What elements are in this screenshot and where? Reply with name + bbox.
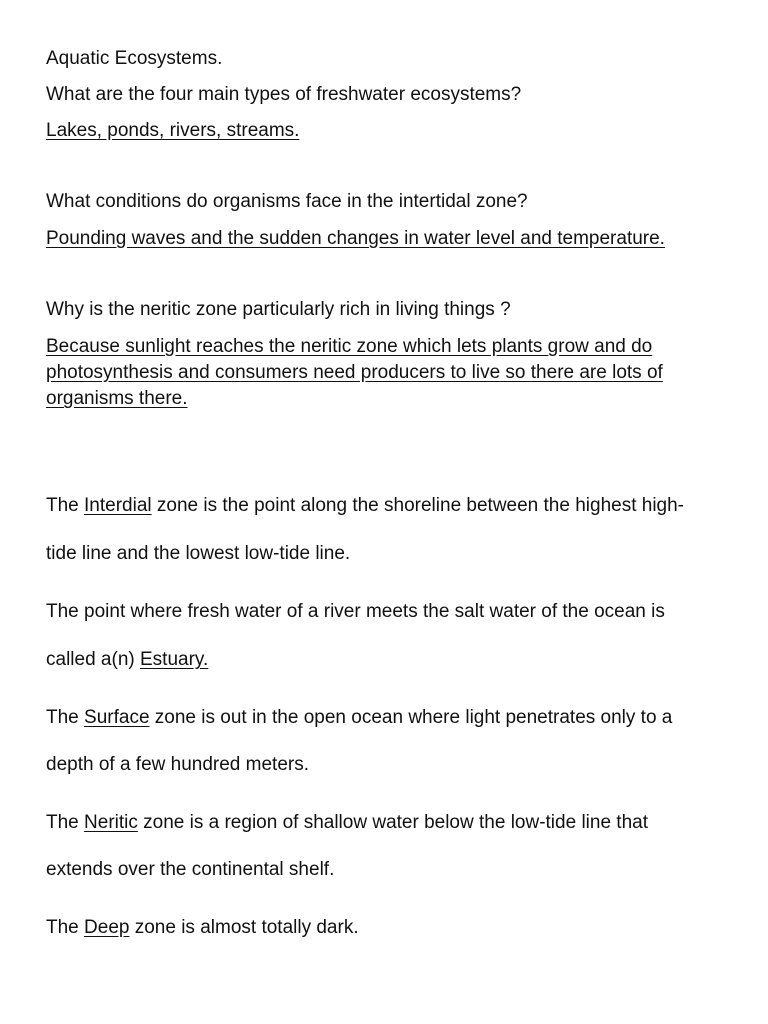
fill-in-interdial: Interdial bbox=[84, 495, 152, 516]
fill-in-deep: Deep bbox=[84, 917, 130, 938]
answer-3-line-2: photosynthesis and consumers need producers to live so there are lots of bbox=[46, 362, 663, 383]
statement-1-line-2: tide line and the lowest low-tide line. bbox=[46, 543, 351, 564]
statement-3-post: zone is out in the open ocean where light penetrates only to a bbox=[149, 707, 673, 728]
statement-5-post: zone is almost totally dark. bbox=[129, 917, 359, 938]
statement-4-line-1 bbox=[46, 812, 648, 834]
fill-in-neritic: Neritic bbox=[84, 812, 138, 833]
answer-3-line-3: organisms there. bbox=[46, 388, 188, 409]
statement-4-post: zone is a region of shallow water below the low-tide line that bbox=[137, 812, 648, 833]
question-1: What are the four main types of freshwater ecosystems? bbox=[46, 84, 522, 105]
statement-3-line-1 bbox=[46, 707, 672, 729]
fill-in-surface: Surface bbox=[84, 707, 150, 728]
question-2: What conditions do organisms face in the intertidal zone? bbox=[46, 191, 528, 212]
statement-1-post: zone is the point along the shoreline between the highest high- bbox=[151, 495, 685, 516]
statement-1-line-1 bbox=[46, 495, 684, 517]
statement-5-pre: The bbox=[46, 917, 85, 938]
statement-2-pre: called a(n) bbox=[46, 649, 140, 670]
statement-2-line-1: The point where fresh water of a river meets the salt water of the ocean is bbox=[46, 601, 665, 622]
statement-3-pre: The bbox=[46, 707, 85, 728]
question-3: Why is the neritic zone particularly rich in living things ? bbox=[46, 299, 511, 320]
answer-1: Lakes, ponds, rivers, streams. bbox=[46, 120, 300, 141]
statement-2-line-2 bbox=[46, 649, 208, 671]
statement-4-line-2: extends over the continental shelf. bbox=[46, 859, 335, 880]
statement-1-pre: The bbox=[46, 495, 85, 516]
statement-3-line-2: depth of a few hundred meters. bbox=[46, 754, 309, 775]
fill-in-estuary: Estuary. bbox=[140, 649, 209, 670]
document-title: Aquatic Ecosystems. bbox=[46, 48, 223, 69]
answer-2: Pounding waves and the sudden changes in water level and temperature. bbox=[46, 228, 665, 249]
statement-5 bbox=[46, 917, 359, 939]
answer-3-line-1: Because sunlight reaches the neritic zone which lets plants grow and do bbox=[46, 336, 653, 357]
statement-4-pre: The bbox=[46, 812, 85, 833]
